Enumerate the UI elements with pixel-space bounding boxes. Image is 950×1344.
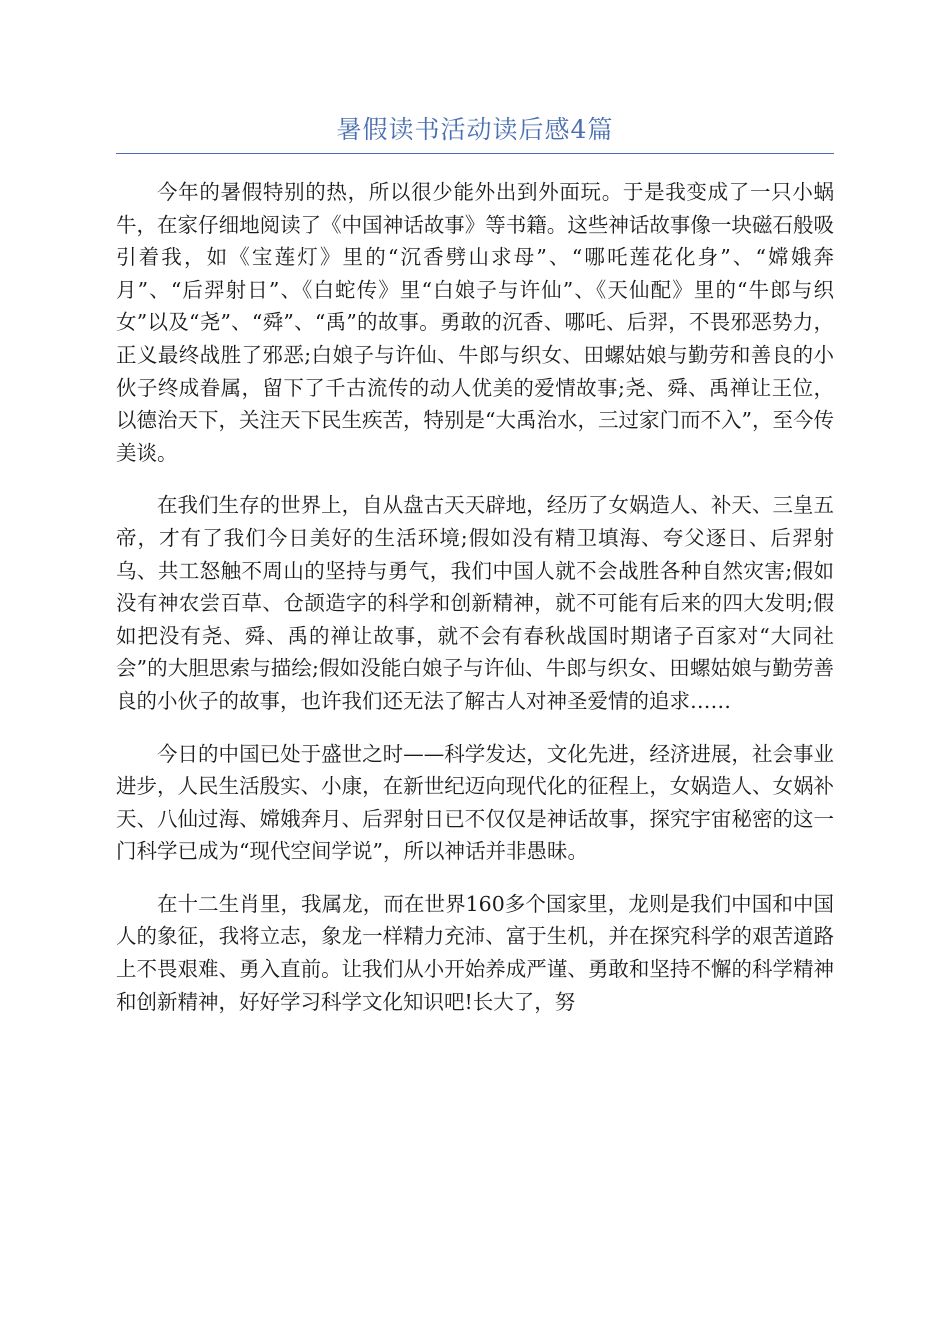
paragraph-1: 今年的暑假特别的热，所以很少能外出到外面玩。于是我变成了一只小蜗牛，在家仔细地阅读了《中国神话故事》等书籍。这些神话故事像一块磁石般吸引着我，如《宝莲灯》里的“沉香劈山求母”、“哪吒莲花化身”、“嫦娥奔月”、“后羿射日”、《白蛇传》里“白娘子与许仙”、《天仙配》里的“牛郎与织女”以及“尧”、“舜”、“禹”的故事。勇敢的沉香、哪吒、后羿，不畏邪恶势力，正义最终战胜了邪恶;白娘子与许仙、牛郎与织女、田螺姑娘与勤劳和善良的小伙子终成眷属，留下了千古流传的动人优美的爱情故事;尧、舜、禹禅让王位，以德治天下，关注天下民生疾苦，特别是“大禹治水，三过家门而不入”，至今传美谈。 (116, 180, 834, 465)
document-title: 暑假读书活动读后感4篇 (336, 115, 614, 144)
title-underline (116, 153, 834, 154)
paragraph-3: 今日的中国已处于盛世之时——科学发达，文化先进，经济进展，社会事业进步，人民生活殷实、小康，在新世纪迈向现代化的征程上，女娲造人、女娲补天、八仙过海、嫦娥奔月、后羿射日已不仅仅是神话故事，探究宇宙秘密的这一门科学已成为“现代空间学说”，所以神话并非愚昧。 (116, 741, 834, 864)
paragraph-2: 在我们生存的世界上，自从盘古天天辟地，经历了女娲造人、补天、三皇五帝，才有了我们今日美好的生活环境;假如没有精卫填海、夸父逐日、后羿射乌、共工怒触不周山的坚持与勇气，我们中国人就不会战胜各种自然灾害;假如没有神农尝百草、仓颉造字的科学和创新精神，就不可能有后来的四大发明;假如把没有尧、舜、禹的禅让故事，就不会有春秋战国时期诸子百家对“大同社会”的大胆思索与描绘;假如没能白娘子与许仙、牛郎与织女、田螺姑娘与勤劳善良的小伙子的故事，也许我们还无法了解古人对神圣爱情的追求…… (116, 493, 834, 713)
document-body (116, 176, 834, 1038)
paragraph-4: 在十二生肖里，我属龙，而在世界160多个国家里，龙则是我们中国和中国人的象征，我将立志，象龙一样精力充沛、富于生机，并在探究科学的艰苦道路上不畏艰难、勇入直前。让我们从小开始养成严谨、勇敢和坚持不懈的科学精神和创新精神，好好学习科学文化知识吧!长大了，努 (116, 891, 834, 1014)
